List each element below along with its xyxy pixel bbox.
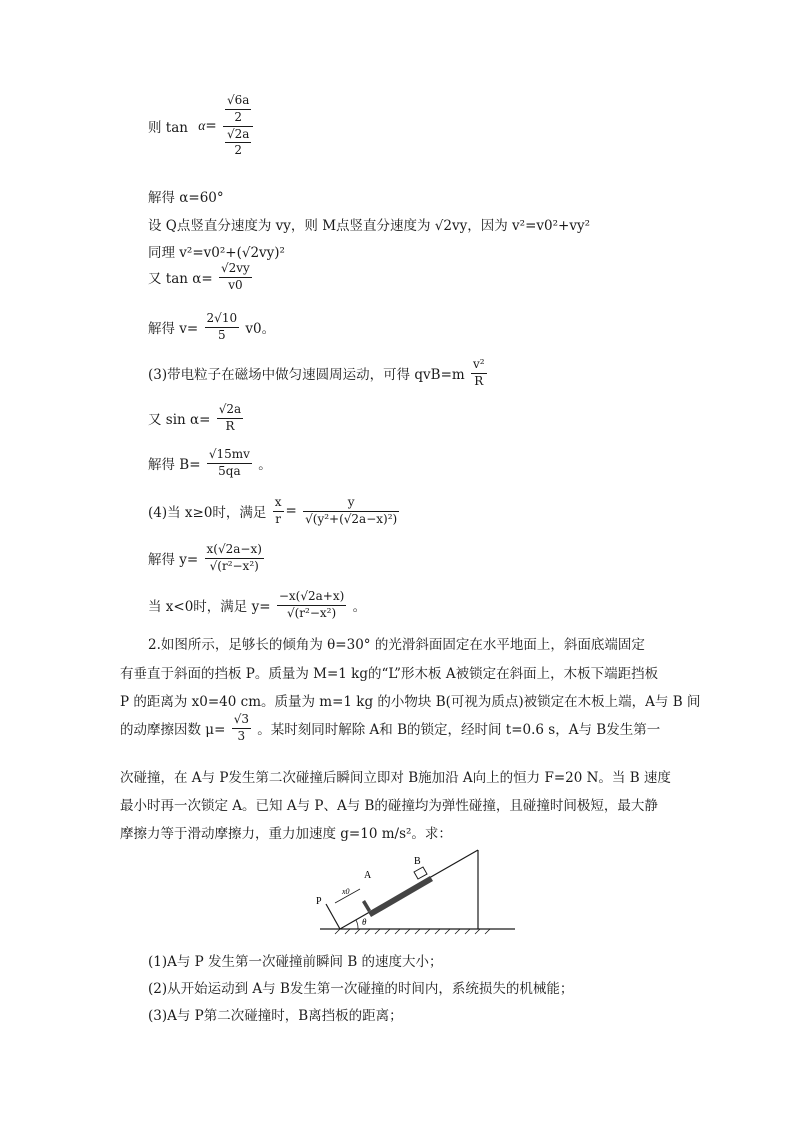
solve-v-num: 2√10 (205, 312, 240, 328)
part4-right-fraction (303, 496, 399, 527)
part4-left-den: r (275, 511, 281, 526)
part4-left-fraction (273, 496, 284, 527)
neg-suffix: 。 (352, 599, 367, 616)
incline-figure (310, 842, 530, 942)
tan-prefix: 则 tan (148, 120, 188, 137)
part4-prefix: (4)当 x≥0时，满足 (148, 505, 267, 522)
problem-line-7: 摩擦力等于滑动摩擦力，重力加速度 g=10 m/s²。求： (120, 826, 452, 842)
problem-line-4-suffix: 。某时刻同时解除 A和 B的锁定，经时间 t=0.6 s，A与 B发生第一 (257, 722, 661, 739)
tan-lower-num: √2a (225, 128, 251, 144)
part3-den: R (474, 373, 484, 388)
neg-den: √(r²−x²) (286, 605, 337, 620)
tan-alpha-line (148, 94, 255, 158)
board-a-lip (362, 900, 371, 912)
neg-fraction (277, 590, 346, 621)
problem-line-4-prefix: 的动摩擦因数 μ= (120, 722, 226, 739)
ground-hatching (335, 929, 490, 934)
part3-prefix: (3)带电粒子在磁场中做匀速圆周运动，可得 qvB=m (148, 367, 465, 384)
problem-line-5: 次碰撞，在 A与 P发生第二次碰撞后瞬间立即对 B施加沿 A向上的恒力 F=20 N。当 B 速度 (120, 770, 671, 786)
solve-v-line (148, 312, 275, 343)
part3-num: v² (471, 358, 487, 374)
neg-prefix: 当 x<0时，满足 y= (148, 599, 271, 616)
question-3: (3)A与 P第二次碰撞时，B离挡板的距离； (148, 1008, 403, 1024)
alpha-symbol: α (198, 118, 206, 134)
part4-right-num: y (303, 496, 399, 512)
negative-x-line (148, 590, 366, 621)
tan-compound-fraction (223, 94, 253, 158)
solve-v-prefix: 解得 v= (148, 321, 199, 338)
tan2-line (148, 262, 254, 293)
theta-arc (356, 920, 358, 929)
problem-line-6: 最小时再一次锁定 A。已知 A与 P、A与 B的碰撞均为弹性碰撞，且碰撞时间极短，最大静 (120, 798, 658, 814)
part4-line: (4)当 x≥0时，满足 $\frac{x}{r}$ = $\frac{y}{\text{√(y²+(√2a−x)²)}}$ (148, 495, 398, 526)
block-b (414, 867, 427, 879)
label-b: B (414, 856, 421, 867)
neg-num: −x(√2a+x) (277, 590, 346, 606)
solve-b-den: 5qa (218, 463, 241, 478)
solve-b-prefix: 解得 B= (148, 457, 201, 474)
tan-upper-fraction (223, 94, 253, 127)
part4-right-den: √(y²+(√2a−x)²) (305, 511, 398, 526)
tan2-fraction (219, 262, 252, 293)
solve-v-fraction (205, 312, 240, 343)
mu-num: √3 (232, 713, 251, 729)
question-1: (1)A与 P 发生第一次碰撞前瞬间 B 的速度大小； (148, 954, 443, 970)
tan-upper-num: √6a (225, 94, 251, 110)
sin-num: √2a (217, 403, 243, 419)
board-a (368, 876, 433, 917)
tan-lower-fraction (223, 127, 253, 159)
sin-den: R (225, 418, 235, 433)
question-2: (2)从开始运动到 A与 B发生第一次碰撞的时间内，系统损失的机械能； (148, 981, 574, 997)
solve-b-suffix: 。 (258, 457, 272, 474)
solve-b-fraction (207, 448, 252, 479)
solve-alpha-line: 解得 α=60° (148, 190, 224, 206)
tan2-prefix: 又 tan α= (148, 271, 213, 288)
part4-left-num: x (273, 496, 284, 512)
solve-b-line (148, 448, 272, 479)
mu-fraction (232, 713, 251, 744)
tan-upper-den: 2 (234, 109, 242, 124)
sin-line (148, 403, 245, 434)
sin-fraction (217, 403, 243, 434)
problem-line-1: 2.如图所示，足够长的倾角为 θ=30° 的光滑斜面固定在水平地面上，斜面底端固定 (148, 637, 645, 653)
tan-lower-den: 2 (234, 143, 242, 158)
label-p: P (316, 896, 322, 907)
problem-line-2: 有垂直于斜面的挡板 P。质量为 M=1 kg的“L”形木板 A被锁定在斜面上，木板下端距挡板 (120, 666, 659, 682)
solve-y-den: √(r²−x²) (209, 558, 259, 573)
part3-fraction (471, 358, 487, 389)
solve-y-fraction (205, 543, 264, 574)
label-a: A (364, 870, 372, 881)
solve-y-num: x(√2a−x) (205, 543, 264, 559)
solve-v-den: 5 (217, 327, 226, 342)
same-reason-line: 同理 v²=v0²+(√2vy)² (148, 245, 285, 261)
label-x0: x0 (342, 887, 350, 896)
barrier-p (326, 904, 340, 929)
sin-prefix: 又 sin α= (148, 412, 211, 429)
solve-y-prefix: 解得 y= (148, 552, 199, 569)
part3-line (148, 358, 489, 389)
solve-y-line (148, 543, 266, 574)
mu-den: 3 (237, 728, 246, 743)
solve-v-suffix: v0。 (245, 321, 276, 338)
tan2-den: v0 (228, 277, 243, 292)
equals-sign: = (205, 118, 217, 135)
tan2-num: √2vy (219, 262, 252, 278)
set-q-line: 设 Q点竖直分速度为 vy，则 M点竖直分速度为 √2vy，因为 v²=v0²+vy² (148, 218, 590, 234)
solve-b-num: √15mv (207, 448, 252, 464)
problem-line-4 (120, 713, 660, 744)
label-theta: θ (362, 917, 367, 927)
problem-line-3: P 的距离为 x0=40 cm。质量为 m=1 kg 的小物块 B(可视为质点)被锁定在木板上端，A与 B 间 (120, 694, 701, 710)
